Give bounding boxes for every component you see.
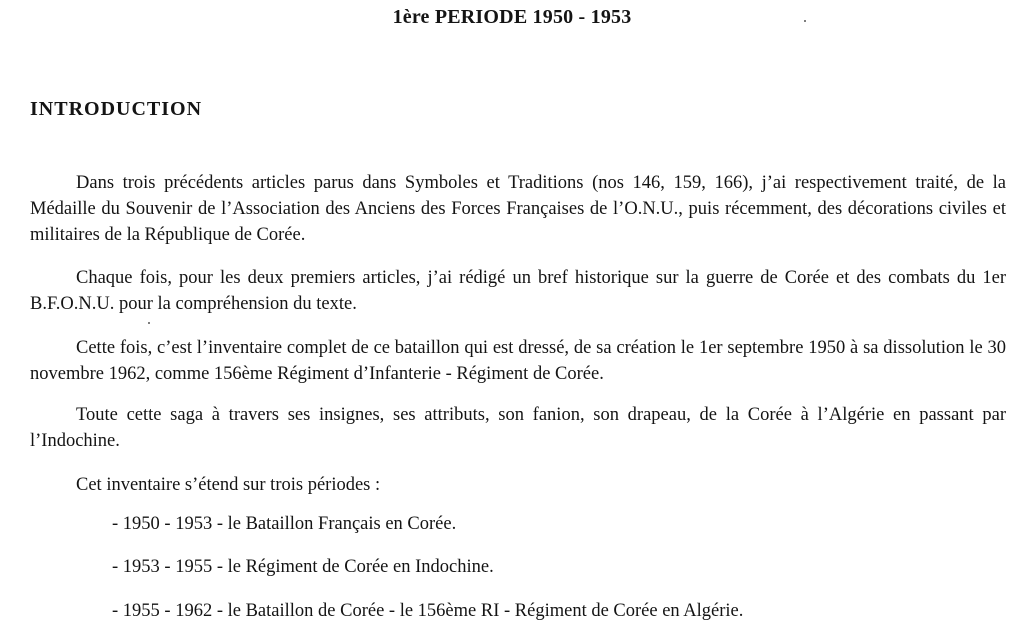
paragraph-saga: Toute cette saga à travers ses insignes, ses attributs, son fanion, son drapeau, de la Corée à l’Algérie en passant par l’Indochine. <box>30 405 1006 451</box>
scan-speck <box>148 322 150 324</box>
period-item-algeria: - 1955 - 1962 - le Bataillon de Corée - le 156ème RI - Régiment de Corée en Algérie. <box>112 601 744 621</box>
section-heading: INTRODUCTION <box>30 98 203 120</box>
scan-speck <box>804 20 806 22</box>
paragraph-previous-articles: Dans trois précédents articles parus dans Symboles et Traditions (nos 146, 159, 166), j’ai respectivement traité, de la Médaille du Souvenir de l’Association des Anciens des Forces Françaises de l’O.N.U., puis récemment, des décorations civiles et militaires de la République de Corée. <box>30 173 1006 245</box>
period-item-indochina: - 1953 - 1955 - le Régiment de Corée en Indochine. <box>112 557 494 577</box>
paragraph-battalion-inventory: Cette fois, c’est l’inventaire complet de ce bataillon qui est dressé, de sa création le 1er septembre 1950 à sa dissolution le 30 novembre 1962, comme 156ème Régiment d’Infanterie - Régiment de Corée. <box>30 338 1006 384</box>
paragraph-periods-intro: Cet inventaire s’étend sur trois périodes : <box>76 475 381 495</box>
period-item-korea: - 1950 - 1953 - le Bataillon Français en Corée. <box>112 514 457 534</box>
period-title: 1ère PERIODE 1950 - 1953 <box>392 6 632 28</box>
paragraph-historical-summary: Chaque fois, pour les deux premiers articles, j’ai rédigé un bref historique sur la guerre de Corée et des combats du 1er B.F.O.N.U. pour la compréhension du texte. <box>30 268 1006 314</box>
